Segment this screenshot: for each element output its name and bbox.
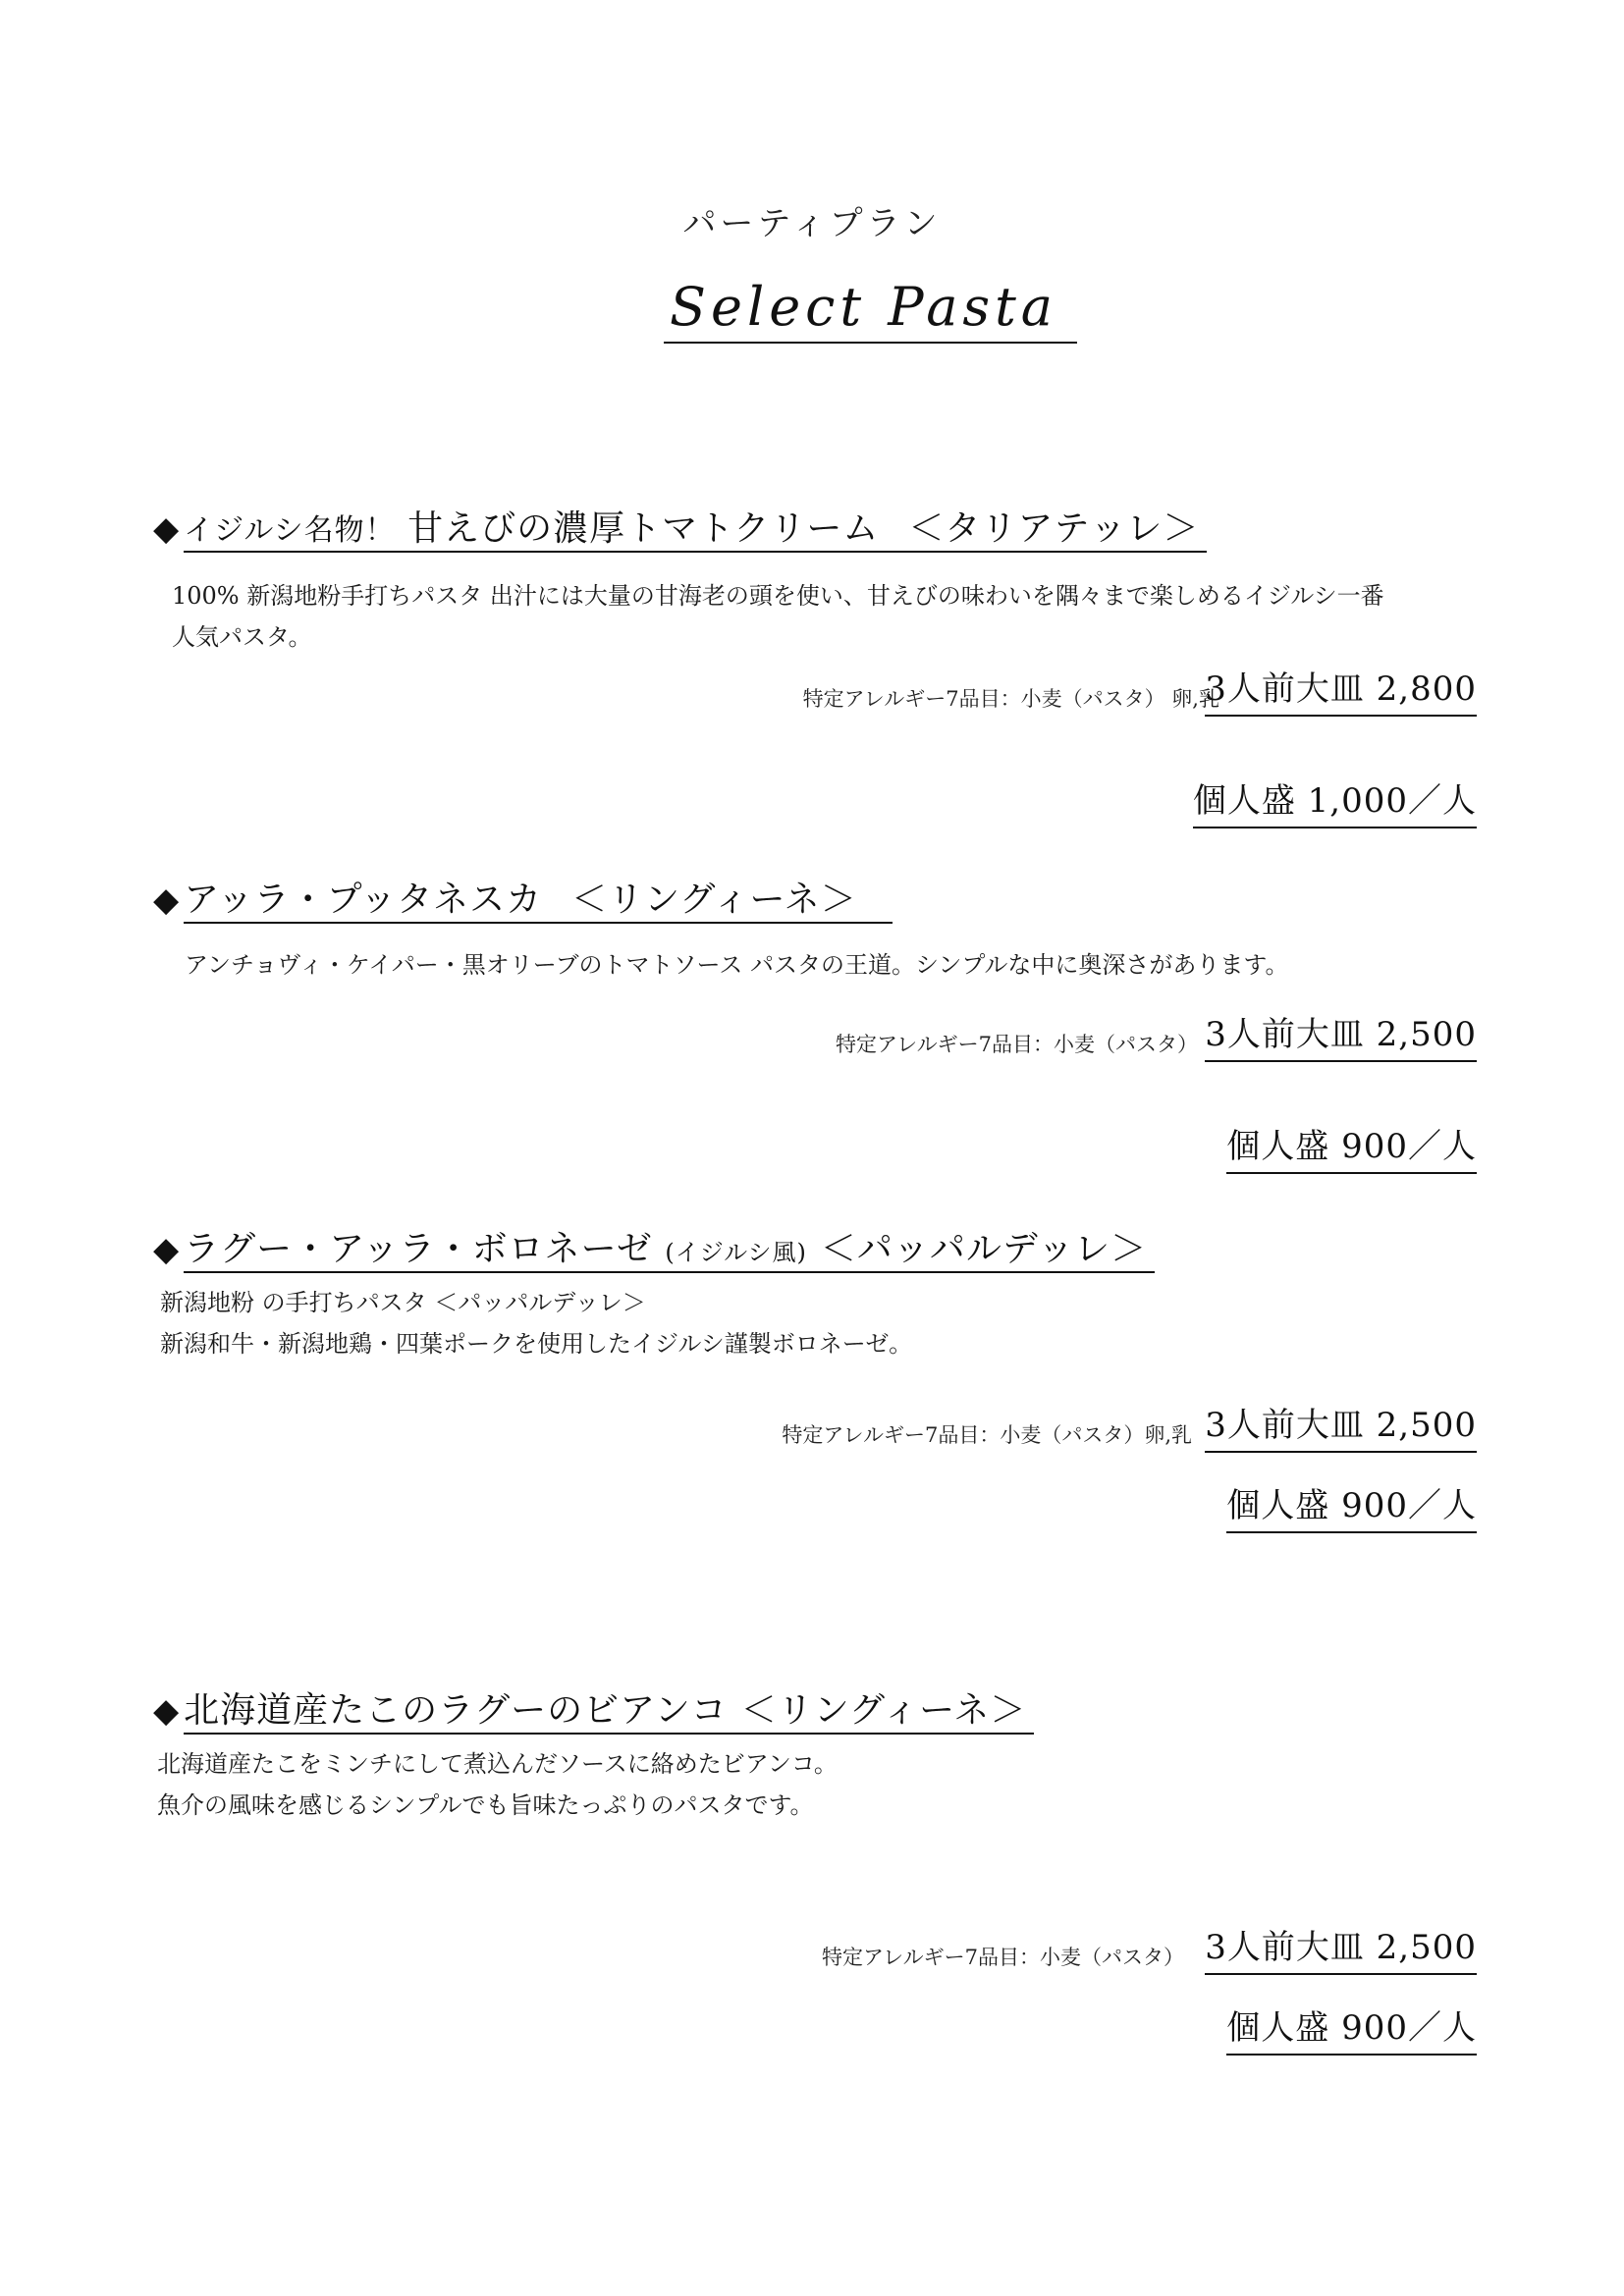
price-large-platter-3: 3人前大皿 2,500 [1205, 1404, 1477, 1453]
price-individual-1: 個人盛 1,000／人 [1193, 779, 1477, 828]
menu-item-description-4 [157, 1743, 838, 1826]
menu-item-title-4 [184, 1690, 1034, 1735]
price-large-platter-4: 3人前大皿 2,500 [1205, 1926, 1477, 1975]
menu-item-heading-1 [153, 507, 1207, 554]
pasta-type: ＜リングィーネ＞ [571, 880, 857, 920]
diamond-bullet-icon: ◆ [153, 1691, 181, 1731]
diamond-bullet-icon: ◆ [153, 509, 181, 549]
price-large-platter-1: 3人前大皿 2,800 [1205, 667, 1477, 717]
price-individual-4: 個人盛 900／人 [1226, 2006, 1477, 2056]
menu-item-name: アッラ・プッタネスカ [184, 880, 543, 920]
menu-item-heading-3 [153, 1227, 1155, 1275]
menu-item-description-1 [172, 575, 1384, 658]
menu-item-title-2 [184, 880, 893, 924]
description-line: 新潟和牛・新潟地鶏・四葉ポークを使用したイジルシ謹製ボロネーゼ。 [160, 1330, 913, 1358]
allergy-info-4: 特定アレルギー7品目：小麦（パスタ） [822, 1946, 1184, 1969]
price-individual-2: 個人盛 900／人 [1226, 1125, 1477, 1174]
description-line: 人気パスタ。 [172, 623, 312, 651]
menu-item-note: (イジルシ風) [665, 1239, 807, 1266]
menu-item-name: 甘えびの濃厚トマトクリーム [407, 508, 880, 549]
diamond-bullet-icon: ◆ [153, 1230, 181, 1269]
description-line: アンチョヴィ・ケイパー・黒オリーブのトマトソース パスタの王道。シンプルな中に奥深さがあります。 [185, 951, 1289, 979]
page-subtitle: パーティプラン [682, 204, 942, 243]
description-line: 魚介の風味を感じるシンプルでも旨味たっぷりのパスタです。 [157, 1791, 814, 1819]
menu-item-description-2 [185, 944, 1288, 986]
pasta-type: ＜タリアテッレ＞ [908, 508, 1200, 549]
menu-item-name: ラグー・アッラ・ボロネーゼ [184, 1229, 653, 1269]
menu-item-heading-4 [153, 1688, 1034, 1734]
menu-item-prefix: イジルシ名物！ [184, 513, 396, 548]
allergy-info-3: 特定アレルギー7品目：小麦（パスタ）卵,乳 [782, 1423, 1192, 1447]
menu-item-title-1 [184, 508, 1207, 553]
pasta-type: ＜リングィーネ＞ [740, 1690, 1027, 1731]
pasta-type: ＜パッパルデッレ＞ [820, 1229, 1148, 1269]
price-individual-3: 個人盛 900／人 [1226, 1484, 1477, 1533]
page-title: Select Pasta [664, 277, 1077, 344]
price-large-platter-2: 3人前大皿 2,500 [1205, 1013, 1477, 1062]
allergy-info-1: 特定アレルギー7品目：小麦（パスタ） 卵,乳 [802, 687, 1219, 711]
description-line: 新潟地粉 の手打ちパスタ ＜パッパルデッレ＞ [160, 1289, 646, 1316]
menu-item-heading-2 [153, 878, 893, 923]
menu-item-description-3 [160, 1282, 912, 1364]
diamond-bullet-icon: ◆ [153, 881, 181, 920]
menu-item-name: 北海道産たこのラグーのビアンコ [184, 1690, 728, 1731]
description-line: 100% 新潟地粉手打ちパスタ 出汁には大量の甘海老の頭を使い、甘えびの味わいを隅々まで楽しめるイジルシ一番 [172, 582, 1384, 610]
description-line: 北海道産たこをミンチにして煮込んだソースに絡めたビアンコ。 [157, 1750, 838, 1778]
menu-item-title-3 [184, 1229, 1155, 1273]
allergy-info-2: 特定アレルギー7品目：小麦（パスタ） [836, 1033, 1198, 1056]
